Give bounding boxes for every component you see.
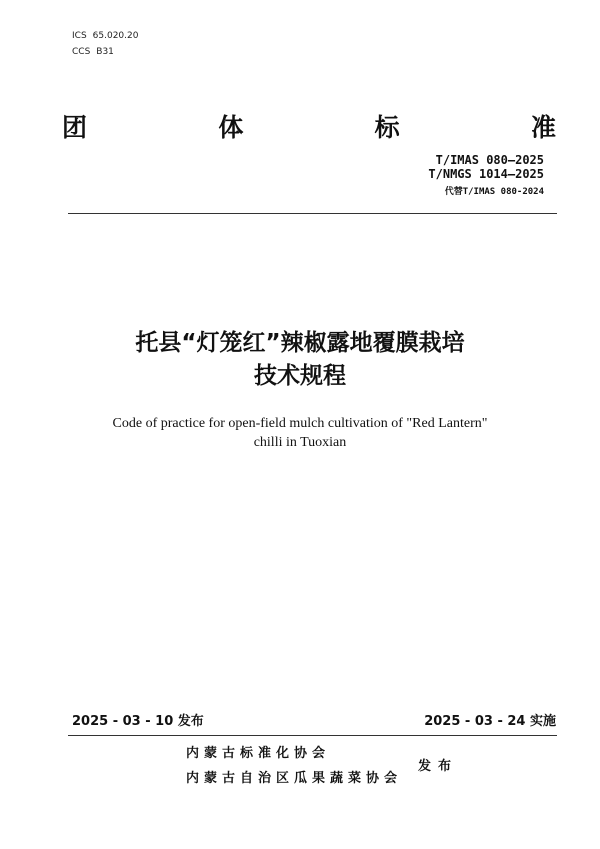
standard-numbers — [428, 153, 544, 199]
ccs-classification — [72, 46, 114, 58]
title-en-line1: Code of practice for open-field mulch cultivation of "Red Lantern" — [112, 416, 488, 431]
ics-label: ICS — [72, 31, 87, 41]
publish-date: 2025 - 03 - 10 发布 — [72, 714, 204, 729]
title-english — [0, 414, 600, 452]
implementation-date: 2025 - 03 - 24 实施 — [424, 714, 556, 729]
title-cn-line2: 技术规程 — [254, 363, 346, 389]
header-divider — [68, 213, 557, 214]
standard-type-char: 准 — [530, 113, 556, 142]
title-chinese — [0, 327, 600, 393]
ics-code: 65.020.20 — [92, 31, 139, 41]
title-cn-line1: 托县“灯笼红”辣椒露地覆膜栽培 — [135, 330, 465, 356]
ccs-label: CCS — [72, 47, 91, 57]
publish-label: 发布 — [418, 759, 459, 774]
standard-type-char: 标 — [374, 113, 400, 142]
issuer-org1: 内蒙古标准化协会 — [186, 746, 331, 761]
issuer-org2: 内蒙古自治区瓜果蔬菜协会 — [186, 771, 403, 786]
standard-number-primary: T/IMAS 080—2025 — [435, 153, 544, 167]
standard-type-heading — [62, 112, 556, 144]
standard-number-secondary: T/NMGS 1014—2025 — [428, 167, 544, 181]
footer-divider — [68, 735, 557, 736]
standard-type-char: 团 — [62, 113, 88, 142]
standard-type-char: 体 — [218, 113, 244, 142]
ics-classification — [72, 30, 138, 42]
replaces-standard: 代替T/IMAS 080-2024 — [444, 187, 544, 197]
ccs-code: B31 — [96, 47, 114, 57]
title-en-line2: chilli in Tuoxian — [253, 435, 347, 450]
